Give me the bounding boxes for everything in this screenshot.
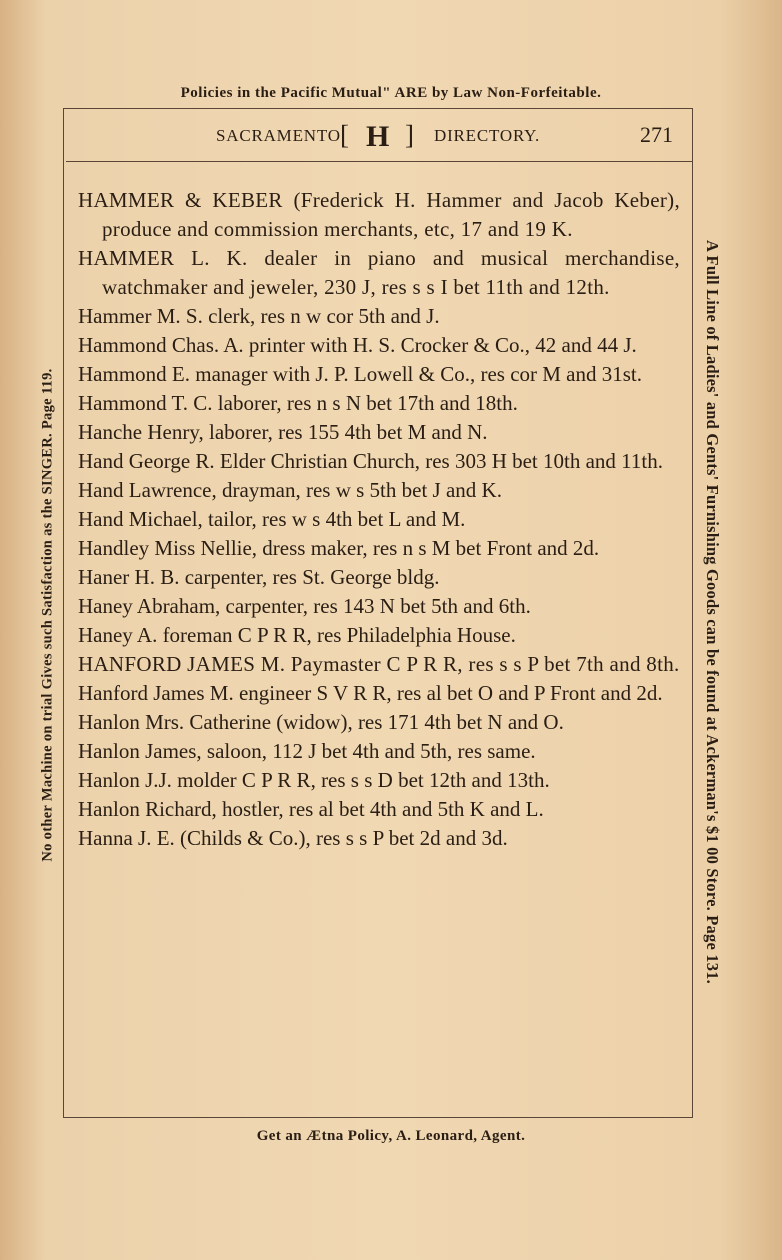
directory-entry: Hanlon J.J. molder C P R R, res s s D bet 12th and 13th. [78, 768, 550, 792]
directory-entry: HAMMER & KEBER (Frederick H. Hammer and Jacob Keber), produce and commission merchants, etc, 17 and 19 K. [78, 188, 680, 241]
directory-entry: Hanlon Richard, hostler, res al bet 4th and 5th K and L. [78, 797, 544, 821]
directory-entry: Hammond T. C. laborer, res n s N bet 17th and 18th. [78, 391, 518, 415]
directory-entry: Hand George R. Elder Christian Church, res 303 H bet 10th and 11th. [78, 449, 663, 473]
header-bracket-open: [ [340, 120, 349, 150]
directory-entry: Hanna J. E. (Childs & Co.), res s s P bet 2d and 3d. [78, 826, 508, 850]
directory-entry: HAMMER L. K. dealer in piano and musical merchandise, watchmaker and jeweler, 230 J, res s s I bet 11th and 12th. [78, 246, 680, 299]
directory-entry: Handley Miss Nellie, dress maker, res n s M bet Front and 2d. [78, 536, 600, 560]
directory-entry: Haney A. foreman C P R R, res Philadelphia House. [78, 623, 516, 647]
page-number: 271 [640, 122, 673, 147]
running-header [80, 118, 680, 158]
directory-entry: Hand Michael, tailor, res w s 4th bet L and M. [78, 507, 466, 531]
top-advertisement: Policies in the Pacific Mutual" ARE by Law Non-Forfeitable. [180, 85, 602, 101]
header-rule [66, 161, 692, 162]
header-city: SACRAMENTO [216, 126, 341, 145]
directory-entry: Hanche Henry, laborer, res 155 4th bet M and N. [78, 420, 488, 444]
directory-entry: Hammond E. manager with J. P. Lowell & Co., res cor M and 31st. [78, 362, 643, 386]
header-bracket-close: ] [405, 120, 414, 150]
directory-entry: Haney Abraham, carpenter, res 143 N bet 5th and 6th. [78, 594, 531, 618]
directory-entries [78, 186, 680, 853]
header-letter: H [366, 120, 390, 153]
bottom-advertisement: Get an Ætna Policy, A. Leonard, Agent. [256, 1128, 526, 1144]
header-directory: DIRECTORY. [434, 126, 541, 145]
directory-entry: Hanford James M. engineer S V R R, res al bet O and P Front and 2d. [78, 681, 663, 705]
directory-entry: Hanlon Mrs. Catherine (widow), res 171 4th bet N and O. [78, 710, 564, 734]
right-margin-text: A Full Line of Ladies' and Gents' Furnishing Goods can be found at Ackerman's $1 00 Store. Page 131. [703, 240, 722, 984]
directory-entry: Haner H. B. carpenter, res St. George bldg. [78, 565, 440, 589]
directory-entry: Hand Lawrence, drayman, res w s 5th bet J and K. [78, 478, 502, 502]
directory-entry: Hammond Chas. A. printer with H. S. Crocker & Co., 42 and 44 J. [78, 333, 637, 357]
left-margin-text: No other Machine on trial Gives such Satisfaction as the SINGER. Page 119. [39, 368, 56, 862]
directory-entry: HANFORD JAMES M. Paymaster C P R R, res s s P bet 7th and 8th. [78, 652, 680, 676]
directory-entry: Hanlon James, saloon, 112 J bet 4th and 5th, res same. [78, 739, 536, 763]
directory-entry: Hammer M. S. clerk, res n w cor 5th and J. [78, 304, 440, 328]
